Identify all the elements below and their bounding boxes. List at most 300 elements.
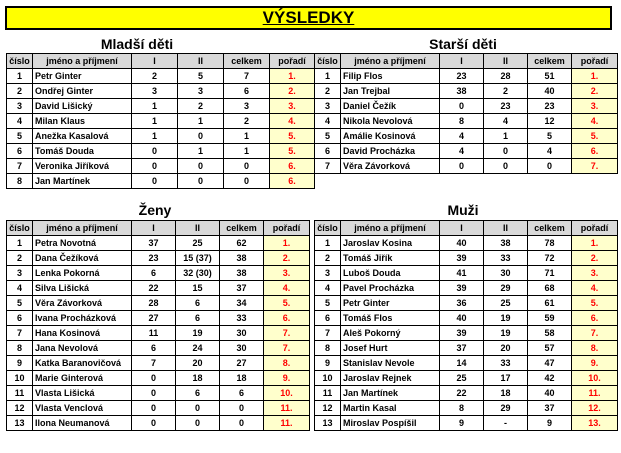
cell-number: 11 <box>7 386 33 401</box>
column-header-total: celkem <box>528 54 572 69</box>
cell-round1: 39 <box>440 251 484 266</box>
table-younger-kids <box>6 53 315 189</box>
table-row <box>315 386 618 401</box>
cell-rank: 1. <box>264 236 310 251</box>
cell-name: Vlasta Lišická <box>33 386 132 401</box>
table-row <box>315 114 618 129</box>
cell-round2: 23 <box>484 99 528 114</box>
cell-rank: 3. <box>572 266 618 281</box>
table-row <box>315 341 618 356</box>
table-row <box>315 159 618 174</box>
cell-total: 71 <box>528 266 572 281</box>
cell-total: 37 <box>528 401 572 416</box>
cell-name: Lenka Pokorná <box>33 266 132 281</box>
table-row <box>7 341 310 356</box>
cell-number: 5 <box>315 296 341 311</box>
cell-number: 10 <box>7 371 33 386</box>
section-title-women: Ženy <box>138 202 172 218</box>
table-row <box>7 386 310 401</box>
cell-number: 5 <box>7 129 33 144</box>
cell-rank: 13. <box>572 416 618 431</box>
cell-number: 7 <box>7 159 33 174</box>
cell-number: 3 <box>7 266 33 281</box>
cell-round1: 6 <box>132 266 176 281</box>
cell-total: 0 <box>224 159 270 174</box>
cell-round2: 38 <box>484 236 528 251</box>
table-row <box>7 69 315 84</box>
cell-round2: 1 <box>178 144 224 159</box>
cell-name: Věra Závorková <box>33 296 132 311</box>
cell-round2: 5 <box>178 69 224 84</box>
cell-round1: 8 <box>440 114 484 129</box>
column-header-round1: I <box>132 54 178 69</box>
table-row <box>315 416 618 431</box>
cell-number: 13 <box>7 416 33 431</box>
cell-name: Pavel Procházka <box>341 281 440 296</box>
cell-total: 3 <box>224 99 270 114</box>
table-row <box>7 356 310 371</box>
cell-number: 4 <box>315 281 341 296</box>
cell-name: Jana Nevolová <box>33 341 132 356</box>
table-row <box>315 326 618 341</box>
cell-round2: 18 <box>176 371 220 386</box>
cell-total: 40 <box>528 386 572 401</box>
cell-total: 78 <box>528 236 572 251</box>
cell-name: Dana Čežíková <box>33 251 132 266</box>
cell-total: 57 <box>528 341 572 356</box>
cell-round2: 1 <box>178 114 224 129</box>
table-row <box>7 114 315 129</box>
cell-name: Daniel Čežík <box>341 99 440 114</box>
cell-name: Jan Martínek <box>341 386 440 401</box>
cell-round1: 0 <box>132 144 178 159</box>
cell-name: Miroslav Pospíšil <box>341 416 440 431</box>
cell-round1: 22 <box>132 281 176 296</box>
column-header-number: číslo <box>7 54 33 69</box>
cell-round2: 33 <box>484 356 528 371</box>
table-row <box>315 84 618 99</box>
header-row <box>7 54 315 69</box>
cell-round2: 30 <box>484 266 528 281</box>
cell-rank: 6. <box>572 144 618 159</box>
cell-total: 1 <box>224 129 270 144</box>
cell-round1: 23 <box>440 69 484 84</box>
cell-number: 2 <box>7 251 33 266</box>
cell-round2: 0 <box>484 159 528 174</box>
cell-number: 4 <box>7 281 33 296</box>
cell-rank: 11. <box>264 416 310 431</box>
cell-number: 4 <box>7 114 33 129</box>
cell-total: 68 <box>528 281 572 296</box>
cell-total: 7 <box>224 69 270 84</box>
column-header-rank: pořadí <box>572 54 618 69</box>
cell-total: 12 <box>528 114 572 129</box>
cell-rank: 1. <box>270 69 315 84</box>
cell-name: Věra Závorková <box>341 159 440 174</box>
cell-round2: 19 <box>484 311 528 326</box>
cell-round2: 1 <box>484 129 528 144</box>
section-title-younger-kids: Mladší děti <box>100 36 174 52</box>
cell-rank: 8. <box>572 341 618 356</box>
cell-name: Vlasta Venclová <box>33 401 132 416</box>
cell-total: 5 <box>528 129 572 144</box>
cell-total: 40 <box>528 84 572 99</box>
cell-round2: 0 <box>176 416 220 431</box>
table-row <box>7 416 310 431</box>
cell-total: 37 <box>220 281 264 296</box>
cell-number: 13 <box>315 416 341 431</box>
cell-name: David Procházka <box>341 144 440 159</box>
cell-number: 4 <box>315 114 341 129</box>
cell-number: 8 <box>7 174 33 189</box>
cell-round2: 18 <box>484 386 528 401</box>
cell-round2: 0 <box>176 401 220 416</box>
cell-rank: 9. <box>264 371 310 386</box>
column-header-round2: II <box>178 54 224 69</box>
cell-number: 7 <box>315 326 341 341</box>
column-header-rank: pořadí <box>270 54 315 69</box>
cell-name: Veronika Jiříková <box>33 159 132 174</box>
cell-rank: 2. <box>264 251 310 266</box>
cell-round1: 27 <box>132 311 176 326</box>
cell-round1: 22 <box>440 386 484 401</box>
cell-rank: 2. <box>572 251 618 266</box>
cell-name: Katka Baranovičová <box>33 356 132 371</box>
table-row <box>315 144 618 159</box>
cell-number: 12 <box>315 401 341 416</box>
cell-name: Nikola Nevolová <box>341 114 440 129</box>
table-row <box>7 251 310 266</box>
table-row <box>315 401 618 416</box>
column-header-name: jméno a příjmení <box>33 54 132 69</box>
cell-round1: 25 <box>440 371 484 386</box>
cell-rank: 4. <box>270 114 315 129</box>
cell-number: 9 <box>7 356 33 371</box>
table-row <box>315 356 618 371</box>
cell-name: Petr Ginter <box>341 296 440 311</box>
column-header-name: jméno a příjmení <box>341 54 440 69</box>
cell-rank: 10. <box>264 386 310 401</box>
cell-round1: 0 <box>132 174 178 189</box>
header-row <box>315 221 618 236</box>
table-older-kids <box>314 53 618 174</box>
column-header-name: jméno a příjmení <box>341 221 440 236</box>
cell-name: Filip Flos <box>341 69 440 84</box>
cell-number: 6 <box>315 144 341 159</box>
column-header-round1: I <box>440 221 484 236</box>
results-title: VÝSLEDKY <box>5 6 612 30</box>
cell-name: Tomáš Jiřík <box>341 251 440 266</box>
cell-name: Jan Trejbal <box>341 84 440 99</box>
cell-total: 38 <box>220 266 264 281</box>
cell-round2: 0 <box>178 159 224 174</box>
cell-round1: 3 <box>132 84 178 99</box>
cell-number: 5 <box>7 296 33 311</box>
cell-total: 34 <box>220 296 264 311</box>
cell-total: 0 <box>224 174 270 189</box>
cell-name: Petra Novotná <box>33 236 132 251</box>
cell-rank: 5. <box>572 296 618 311</box>
cell-round2: 29 <box>484 401 528 416</box>
cell-total: 9 <box>528 416 572 431</box>
cell-round1: 0 <box>132 386 176 401</box>
cell-round1: 0 <box>440 159 484 174</box>
cell-total: 42 <box>528 371 572 386</box>
cell-number: 2 <box>7 84 33 99</box>
table-row <box>7 159 315 174</box>
cell-rank: 7. <box>264 341 310 356</box>
table-row <box>7 296 310 311</box>
cell-round1: 0 <box>440 99 484 114</box>
cell-total: 59 <box>528 311 572 326</box>
section-title-older-kids: Starší děti <box>429 36 497 52</box>
cell-round2: 20 <box>484 341 528 356</box>
column-header-round2: II <box>484 54 528 69</box>
cell-rank: 4. <box>572 114 618 129</box>
cell-total: 0 <box>528 159 572 174</box>
cell-number: 6 <box>7 144 33 159</box>
cell-round2: 2 <box>484 84 528 99</box>
table-row <box>7 236 310 251</box>
cell-rank: 12. <box>572 401 618 416</box>
table-row <box>315 69 618 84</box>
cell-name: Anežka Kasalová <box>33 129 132 144</box>
cell-round1: 0 <box>132 159 178 174</box>
table-row <box>7 129 315 144</box>
cell-round1: 7 <box>132 356 176 371</box>
cell-number: 7 <box>315 159 341 174</box>
cell-round2: 15 <box>176 281 220 296</box>
cell-total: 23 <box>528 99 572 114</box>
cell-number: 5 <box>315 129 341 144</box>
cell-round2: 0 <box>178 174 224 189</box>
cell-name: Tomáš Douda <box>33 144 132 159</box>
cell-round2: 25 <box>176 236 220 251</box>
cell-number: 12 <box>7 401 33 416</box>
cell-total: 27 <box>220 356 264 371</box>
cell-round2: 15 (37) <box>176 251 220 266</box>
header-row <box>7 221 310 236</box>
table-row <box>315 236 618 251</box>
cell-rank: 11. <box>264 401 310 416</box>
table-row <box>7 311 310 326</box>
cell-round2: 6 <box>176 296 220 311</box>
cell-round2: 28 <box>484 69 528 84</box>
cell-round1: 0 <box>132 401 176 416</box>
cell-round2: 6 <box>176 386 220 401</box>
cell-round1: 28 <box>132 296 176 311</box>
column-header-total: celkem <box>220 221 264 236</box>
cell-name: Ondřej Ginter <box>33 84 132 99</box>
cell-rank: 7. <box>572 159 618 174</box>
cell-round1: 14 <box>440 356 484 371</box>
cell-total: 72 <box>528 251 572 266</box>
cell-total: 33 <box>220 311 264 326</box>
cell-rank: 6. <box>572 311 618 326</box>
cell-round1: 4 <box>440 129 484 144</box>
cell-number: 1 <box>7 236 33 251</box>
cell-number: 11 <box>315 386 341 401</box>
cell-rank: 4. <box>572 281 618 296</box>
column-header-round1: I <box>440 54 484 69</box>
cell-round2: 24 <box>176 341 220 356</box>
cell-rank: 5. <box>270 129 315 144</box>
cell-name: Amálie Kosinová <box>341 129 440 144</box>
cell-round1: 1 <box>132 129 178 144</box>
cell-total: 51 <box>528 69 572 84</box>
cell-number: 6 <box>315 311 341 326</box>
cell-round1: 40 <box>440 236 484 251</box>
cell-rank: 6. <box>270 159 315 174</box>
cell-rank: 7. <box>572 326 618 341</box>
cell-round2: 19 <box>484 326 528 341</box>
cell-name: Hana Kosinová <box>33 326 132 341</box>
column-header-total: celkem <box>528 221 572 236</box>
cell-round1: 1 <box>132 99 178 114</box>
cell-total: 0 <box>220 416 264 431</box>
cell-total: 6 <box>224 84 270 99</box>
cell-rank: 5. <box>264 296 310 311</box>
column-header-round1: I <box>132 221 176 236</box>
cell-name: Martin Kasal <box>341 401 440 416</box>
table-row <box>315 251 618 266</box>
section-title-men: Muži <box>447 202 479 218</box>
cell-round1: 1 <box>132 114 178 129</box>
column-header-name: jméno a příjmení <box>33 221 132 236</box>
cell-round1: 38 <box>440 84 484 99</box>
table-row <box>315 129 618 144</box>
cell-round2: 19 <box>176 326 220 341</box>
table-women <box>6 220 310 431</box>
cell-round1: 2 <box>132 69 178 84</box>
cell-round2: 4 <box>484 114 528 129</box>
table-row <box>7 266 310 281</box>
cell-number: 3 <box>315 266 341 281</box>
cell-round2: 20 <box>176 356 220 371</box>
cell-round2: 17 <box>484 371 528 386</box>
cell-number: 8 <box>315 341 341 356</box>
cell-rank: 1. <box>572 69 618 84</box>
header-row <box>315 54 618 69</box>
cell-number: 2 <box>315 84 341 99</box>
cell-total: 2 <box>224 114 270 129</box>
cell-number: 7 <box>7 326 33 341</box>
cell-number: 9 <box>315 356 341 371</box>
column-header-rank: pořadí <box>572 221 618 236</box>
cell-name: Ivana Procházková <box>33 311 132 326</box>
cell-rank: 2. <box>270 84 315 99</box>
column-header-rank: pořadí <box>264 221 310 236</box>
column-header-round2: II <box>176 221 220 236</box>
cell-number: 8 <box>7 341 33 356</box>
cell-number: 2 <box>315 251 341 266</box>
cell-round1: 37 <box>132 236 176 251</box>
table-men <box>314 220 618 431</box>
cell-total: 1 <box>224 144 270 159</box>
cell-total: 47 <box>528 356 572 371</box>
cell-round2: 32 (30) <box>176 266 220 281</box>
table-row <box>315 266 618 281</box>
cell-name: Marie Ginterová <box>33 371 132 386</box>
cell-name: Josef Hurt <box>341 341 440 356</box>
cell-name: Jaroslav Rejnek <box>341 371 440 386</box>
cell-total: 30 <box>220 326 264 341</box>
cell-total: 58 <box>528 326 572 341</box>
cell-total: 38 <box>220 251 264 266</box>
column-header-number: číslo <box>315 54 341 69</box>
cell-name: Petr Ginter <box>33 69 132 84</box>
cell-number: 1 <box>315 69 341 84</box>
cell-name: Jaroslav Kosina <box>341 236 440 251</box>
table-row <box>315 99 618 114</box>
cell-round1: 0 <box>132 371 176 386</box>
cell-rank: 6. <box>264 311 310 326</box>
cell-round1: 4 <box>440 144 484 159</box>
cell-number: 3 <box>315 99 341 114</box>
table-row <box>315 371 618 386</box>
cell-round1: 6 <box>132 341 176 356</box>
cell-name: Luboš Douda <box>341 266 440 281</box>
cell-total: 62 <box>220 236 264 251</box>
cell-rank: 3. <box>264 266 310 281</box>
table-row <box>315 311 618 326</box>
cell-rank: 9. <box>572 356 618 371</box>
cell-round2: 6 <box>176 311 220 326</box>
column-header-number: číslo <box>7 221 33 236</box>
cell-rank: 10. <box>572 371 618 386</box>
cell-total: 30 <box>220 341 264 356</box>
cell-rank: 1. <box>572 236 618 251</box>
table-row <box>7 401 310 416</box>
cell-total: 0 <box>220 401 264 416</box>
cell-round1: 23 <box>132 251 176 266</box>
cell-number: 1 <box>315 236 341 251</box>
cell-name: Aleš Pokorný <box>341 326 440 341</box>
table-row <box>315 281 618 296</box>
table-row <box>7 144 315 159</box>
cell-rank: 3. <box>270 99 315 114</box>
cell-rank: 5. <box>572 129 618 144</box>
cell-name: Silva Lišická <box>33 281 132 296</box>
cell-number: 6 <box>7 311 33 326</box>
cell-round2: 2 <box>178 99 224 114</box>
table-row <box>315 296 618 311</box>
cell-total: 6 <box>220 386 264 401</box>
cell-round1: 36 <box>440 296 484 311</box>
table-row <box>7 99 315 114</box>
cell-rank: 7. <box>264 326 310 341</box>
cell-name: David Lišický <box>33 99 132 114</box>
table-row <box>7 84 315 99</box>
column-header-round2: II <box>484 221 528 236</box>
cell-number: 3 <box>7 99 33 114</box>
cell-name: Tomáš Flos <box>341 311 440 326</box>
cell-round1: 40 <box>440 311 484 326</box>
table-row <box>7 281 310 296</box>
table-row <box>7 174 315 189</box>
cell-rank: 8. <box>264 356 310 371</box>
cell-rank: 5. <box>270 144 315 159</box>
cell-round2: 29 <box>484 281 528 296</box>
cell-round1: 39 <box>440 281 484 296</box>
cell-number: 10 <box>315 371 341 386</box>
cell-rank: 3. <box>572 99 618 114</box>
cell-round1: 11 <box>132 326 176 341</box>
table-row <box>7 326 310 341</box>
cell-round1: 9 <box>440 416 484 431</box>
cell-total: 18 <box>220 371 264 386</box>
cell-round2: 0 <box>178 129 224 144</box>
